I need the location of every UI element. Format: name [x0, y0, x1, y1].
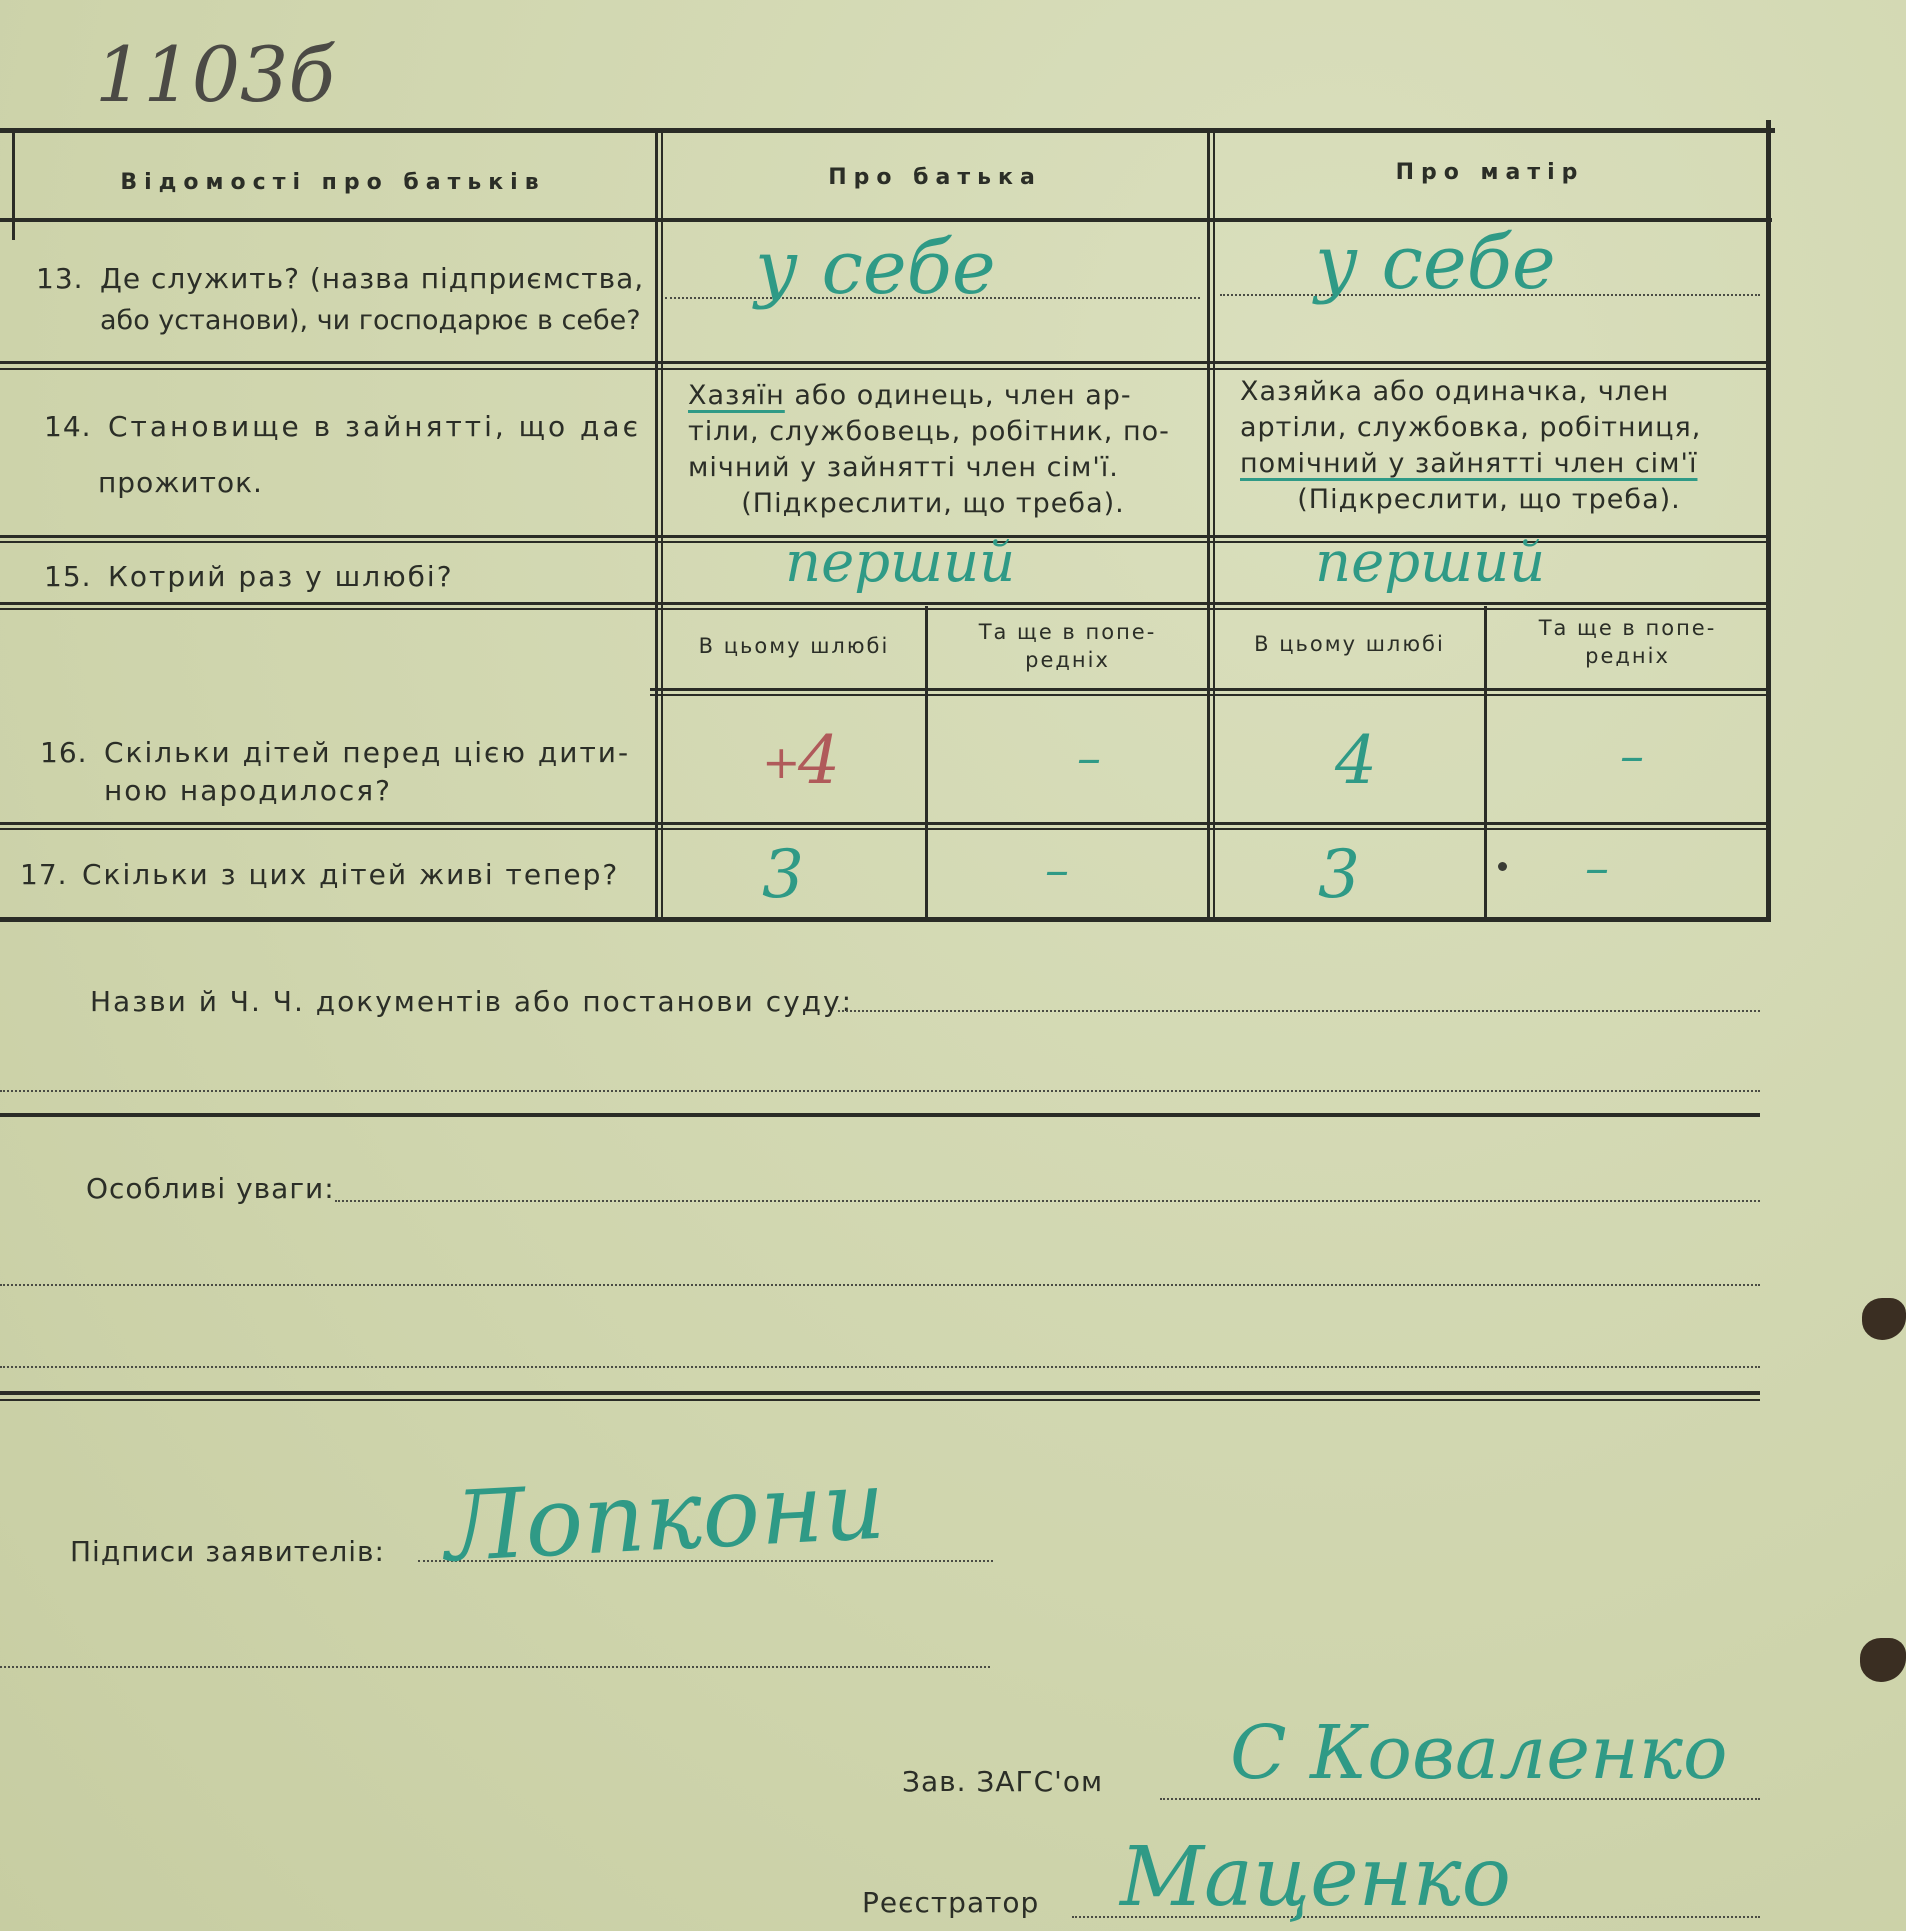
q16-number: 16.: [40, 736, 88, 769]
q16-mother-this: 4: [1335, 722, 1377, 799]
q15-mother-answer: перший: [1315, 530, 1546, 595]
applicant-signature: Лопкони: [442, 1448, 888, 1584]
q13-number: 13.: [36, 262, 84, 295]
registrar-label: Реєстратор: [862, 1886, 1040, 1919]
notes-line: [0, 1366, 1760, 1368]
q13-label-line2: або установи), чи господарює в себе?: [100, 305, 641, 336]
q16-label-line1: Скільки дітей перед цією дити-: [104, 736, 631, 769]
column-divider: [1207, 130, 1210, 920]
subheader-previous-line2: редніх: [1585, 644, 1670, 668]
q14-father-instruction: (Підкреслити, що треба).: [741, 488, 1125, 519]
q17-label: Скільки з цих дітей живі тепер?: [82, 858, 620, 891]
subheader-previous-line1: Та ще в попе-: [978, 620, 1157, 644]
table-right-border: [1766, 120, 1771, 922]
column-divider: [661, 130, 663, 920]
binding-hole: [1862, 1298, 1906, 1340]
q16-father-mark: +: [762, 735, 801, 789]
ink-dot: [1498, 862, 1507, 871]
q13-mother-answer: у себе: [1315, 220, 1556, 306]
signature-line: [0, 1666, 990, 1668]
head-signature-line: [1160, 1798, 1760, 1800]
q13-label-line1: Де служить? (назва підприємства,: [100, 262, 645, 295]
section-divider: [0, 1391, 1760, 1395]
signatures-label: Підписи заявителів:: [70, 1535, 385, 1568]
q14-mother-line2: артіли, службовка, робітниця,: [1240, 412, 1702, 443]
notes-line: [0, 1284, 1760, 1286]
section-divider: [0, 1399, 1760, 1401]
q15-father-answer: перший: [785, 530, 1016, 595]
head-label: Зав. ЗАГС'ом: [902, 1765, 1104, 1798]
documents-line: [0, 1090, 1760, 1092]
subcolumn-divider: [1484, 606, 1487, 919]
q17-mother-prev: –: [1585, 840, 1609, 896]
q16-mother-prev: –: [1620, 728, 1644, 784]
q17-number: 17.: [20, 858, 68, 891]
q13-father-answer: у себе: [755, 225, 996, 311]
q17-mother-this: 3: [1318, 836, 1360, 913]
q14-mother-instruction: (Підкреслити, що треба).: [1297, 484, 1681, 515]
notes-line: [335, 1200, 1760, 1202]
row-divider: [0, 608, 1768, 610]
subheader-father-previous: [930, 618, 1205, 674]
q14-label-line2: прожиток.: [98, 466, 263, 499]
head-signature: С Коваленко: [1230, 1710, 1728, 1796]
q14-father-line1: [688, 378, 1178, 414]
header-mother: Про матір: [1395, 160, 1585, 185]
row-divider: [0, 828, 1766, 830]
q16-label-line2: ною народилося?: [104, 774, 392, 807]
q14-mother-options: [1240, 374, 1738, 518]
q17-father-prev: –: [1045, 842, 1069, 898]
q14-father-options: [688, 378, 1178, 522]
header-info: Відомості про батьків: [120, 170, 546, 195]
q14-father-line3: мічний у зайнятті член сім'ї.: [688, 452, 1119, 483]
subheader-previous-line2: редніх: [1025, 648, 1110, 672]
row-divider: [0, 368, 1770, 370]
header-father: Про батька: [828, 165, 1042, 190]
q14-mother-line1: Хазяйка або одиначка, член: [1240, 376, 1670, 407]
q14-father-line2: тіли, службовець, робітник, по-: [688, 416, 1170, 447]
q14-label-line1: Становище в зайнятті, що дає: [108, 410, 641, 443]
q14-father-line1-text: або одинець, член ар-: [794, 380, 1132, 411]
registrar-signature: Маценко: [1120, 1830, 1511, 1925]
table-left-border: [12, 130, 15, 240]
subheader-father-this: В цьому шлюбі: [698, 634, 890, 658]
column-divider: [1213, 130, 1215, 920]
q14-mother-selected: помічний у зайнятті член сім'ї: [1240, 448, 1698, 479]
section-divider: [0, 1113, 1760, 1117]
subheader-mother-this: В цьому шлюбі: [1254, 632, 1445, 656]
documents-line: [838, 1010, 1760, 1012]
archive-number: 1103б: [95, 30, 335, 119]
row-divider: [0, 602, 1768, 605]
binding-hole: [1860, 1638, 1906, 1682]
documents-label: Назви й Ч. Ч. документів або постанови суду:: [90, 985, 854, 1018]
row-divider: [0, 361, 1770, 364]
q17-father-this: 3: [762, 836, 804, 913]
table-top-border: [0, 128, 1775, 133]
table-bottom-border: [0, 917, 1766, 922]
subheader-mother-previous: [1490, 614, 1765, 670]
q15-number: 15.: [44, 560, 92, 593]
q14-number: 14.: [44, 410, 92, 443]
q16-father-this: 4: [798, 722, 840, 799]
notes-label: Особливі уваги:: [86, 1172, 335, 1205]
row-divider: [0, 822, 1766, 825]
q15-label: Котрий раз у шлюбі?: [108, 560, 454, 593]
q16-father-prev: –: [1077, 730, 1101, 786]
q14-father-selected: Хазяїн: [688, 380, 785, 411]
subcolumn-divider: [925, 606, 928, 919]
subheader-previous-line1: Та ще в попе-: [1538, 616, 1717, 640]
column-divider: [655, 130, 658, 920]
